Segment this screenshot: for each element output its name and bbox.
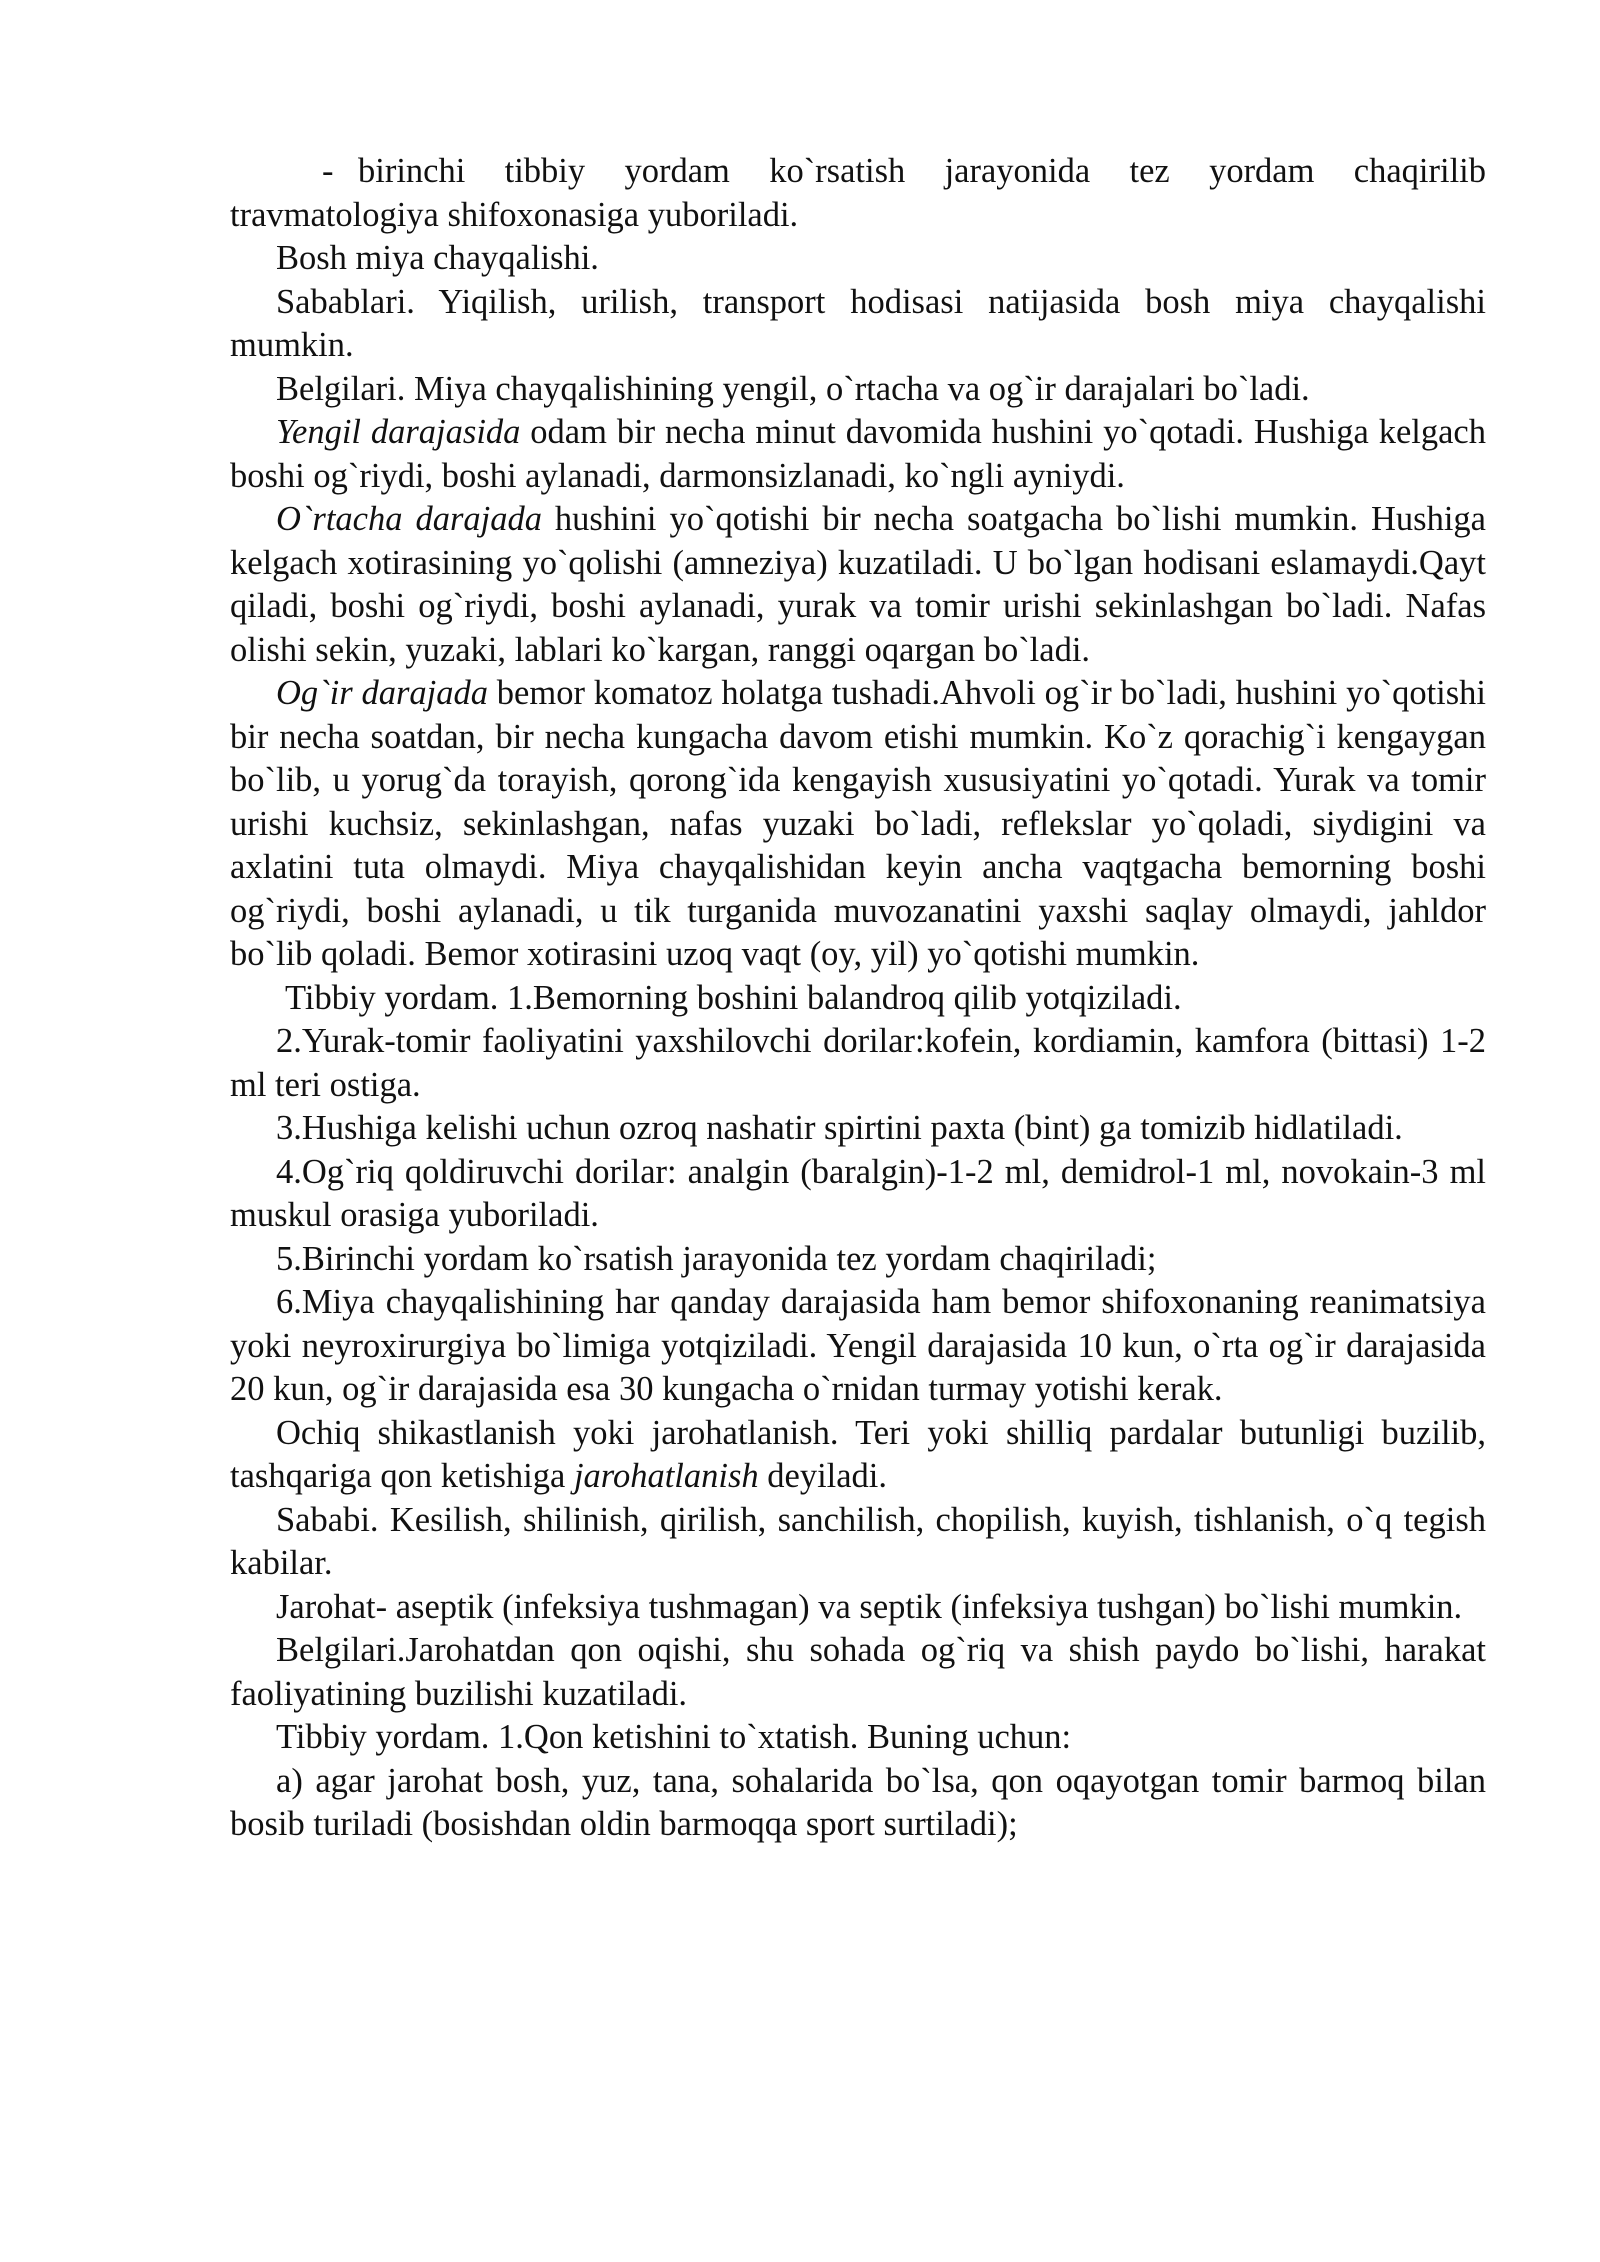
paragraph-cause: Sababi. Kesilish, shilinish, qirilish, sanchilish, chopilish, kuyish, tishlanish, o`q tegish kabilar. (230, 1500, 1486, 1582)
paragraph-wound-first-aid: Tibbiy yordam. 1.Qon ketishini to`xtatish. Buning uchun: (276, 1718, 1072, 1756)
paragraph-first-aid-6: 6.Miya chayqalishining har qanday darajasida ham bemor shifoxonaning reanimatsiya yoki neyroxirurgiya bo`limiga yotqiziladi. Yengil darajasida 10 kun, o`rta og`ir darajasida 20 kun, og`ir darajasida esa 30 kungacha o`rnidan turmay yotishi kerak. (230, 1283, 1486, 1408)
paragraph-1 (230, 150, 1486, 237)
italic-term: Og`ir darajada (276, 674, 488, 712)
paragraph-open-injury: Ochiq shikastlanish yoki jarohatlanish. Teri yoki shilliq pardalar butunligi buzilib, tashqariga qon ketishiga jarohatlanish deyiladi. (230, 1413, 1486, 1495)
italic-term: jarohatlanish (573, 1457, 759, 1495)
paragraph-signs: Belgilari. Miya chayqalishining yengil, o`rtacha va og`ir darajalari bo`ladi. (276, 369, 1310, 408)
paragraph-wound-types: Jarohat- aseptik (infeksiya tushmagan) va septik (infeksiya tushgan) bo`lishi mumkin. (276, 1587, 1463, 1626)
paragraph-first-aid-1: Tibbiy yordam. 1.Bemorning boshini balandroq qilib yotqiziladi. (285, 978, 1182, 1017)
italic-term: O`rtacha darajada (276, 500, 542, 538)
paragraph-causes: Sabablari. Yiqilish, urilish, transport hodisasi natijasida bosh miya chayqalishi mumkin. (230, 282, 1486, 364)
paragraph-first-aid-5: 5.Birinchi yordam ko`rsatish jarayonida tez yordam chaqiriladi; (276, 1239, 1157, 1278)
list-dash: - (322, 152, 334, 190)
paragraph-first-aid-2: 2.Yurak-tomir faoliyatini yaxshilovchi dorilar:kofein, kordiamin, kamfora (bittasi) 1-2 ml teri ostiga. (230, 1022, 1486, 1104)
paragraph-wound-signs: Belgilari.Jarohatdan qon oqishi, shu sohada og`riq va shish paydo bo`lishi, harakat faoliyatining buzilishi kuzatiladi. (230, 1631, 1486, 1713)
paragraph-first-aid-3: 3.Hushiga kelishi uchun ozroq nashatir spirtini paxta (bint) ga tomizib hidlatiladi. (276, 1109, 1403, 1147)
paragraph-severe-degree: Og`ir darajada bemor komatoz holatga tushadi.Ahvoli og`ir bo`ladi, hushini yo`qotishi bir necha soatdan, bir necha kungacha davom etishi mumkin. Ko`z qorachig`i kengaygan bo`lib, u yorug`da torayish, qorong`ida kengayish xususiyatini yo`qotadi. Yurak va tomir urishi kuchsiz, sekinlashgan, nafas yuzaki bo`ladi, reflekslar yo`qoladi, siydigini va axlatini tuta olmaydi. Miya chayqalishidan keyin ancha vaqtgacha bemorning boshi og`riydi, boshi aylanadi, u tik turganida muvozanatini yaxshi saqlay olmaydi, jahldor bo`lib qoladi. Bemor xotirasini uzoq vaqt (oy, yil) yo`qotishi mumkin. (230, 674, 1486, 973)
heading-concussion: Bosh miya chayqalishi. (276, 239, 599, 277)
paragraph-text: birinchi tibbiy yordam ko`rsatish jarayonida tez yordam chaqirilib travmatologiya shifoxonasiga yuboriladi. (230, 152, 1486, 234)
paragraph-wound-step-a: a) agar jarohat bosh, yuz, tana, sohalarida bo`lsa, qon oqayotgan tomir barmoq bilan bosib turiladi (bosishdan oldin barmoqqa sport surtiladi); (230, 1761, 1486, 1843)
paragraph-mild-degree: Yengil darajasida odam bir necha minut davomida hushini yo`qotadi. Hushiga kelgach boshi og`riydi, boshi aylanadi, darmonsizlanadi, ko`ngli ayniydi. (230, 413, 1486, 495)
paragraph-first-aid-4: 4.Og`riq qoldiruvchi dorilar: analgin (baralgin)-1-2 ml, demidrol-1 ml, novokain-3 ml muskul orasiga yuboriladi. (230, 1152, 1486, 1234)
document-page (230, 150, 1486, 1847)
paragraph-moderate-degree: O`rtacha darajada hushini yo`qotishi bir necha soatgacha bo`lishi mumkin. Hushiga kelgach xotirasining yo`qolishi (amneziya) kuzatiladi. U bo`lgan hodisani eslamaydi.Qayt qiladi, boshi og`riydi, boshi aylanadi, yurak va tomir urishi sekinlashgan bo`ladi. Nafas olishi sekin, yuzaki, lablari ko`kargan, ranggi oqargan bo`ladi. (230, 500, 1486, 669)
italic-term: Yengil darajasida (276, 413, 521, 451)
